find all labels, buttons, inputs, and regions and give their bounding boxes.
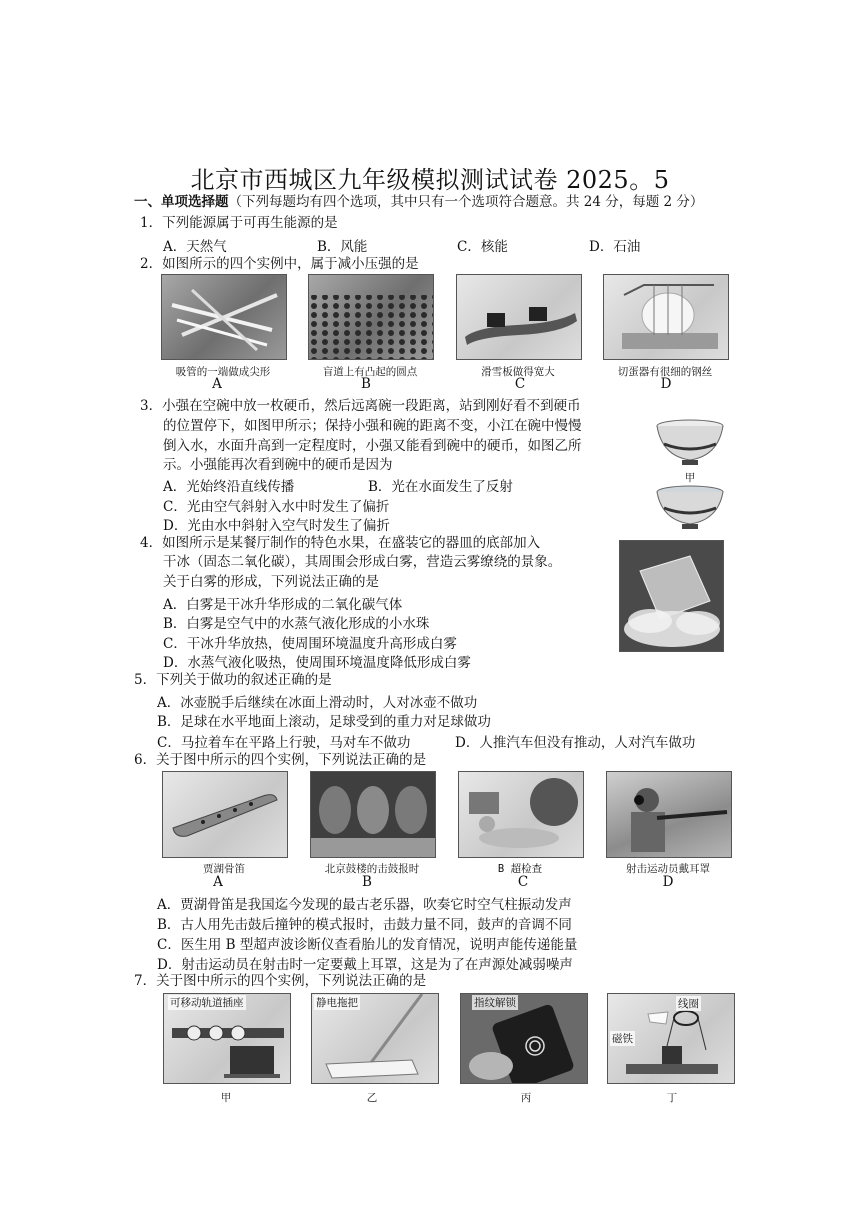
q6-caption-c: B 超检查 [497,863,543,875]
q1-option-b: B．风能 [317,239,368,255]
bowl-icon [654,418,726,472]
q6-caption-b: 北京鼓楼的击鼓报时 [324,863,420,875]
q6-stem: 6．关于图中所示的四个实例，下列说法正确的是 [134,752,427,768]
q1-option-a: A．天然气 [163,239,227,255]
q6-caption-a: 贾湖骨笛 [203,863,245,875]
q7-label-socket: 可移动轨道插座 [170,997,244,1009]
q4-option-a: A．白雾是干冰升华形成的二氧化碳气体 [163,597,403,613]
q4-option-d: D．水蒸气液化吸热，使周围环境温度降低形成白雾 [163,655,471,671]
q6-letter-d: D [662,874,674,890]
q2-caption-d: 切蛋器有很细的钢丝 [617,366,713,378]
bone-flute-photo [162,771,288,858]
q4-line-2: 干冰（固态二氧化碳），其周围会形成白雾，营造云雾缭绕的景象。 [163,554,562,570]
ultrasound-photo [458,771,584,858]
drum-icon [311,772,435,857]
q2-caption-a: 吸管的一端做成尖形 [175,366,271,378]
q6-option-c: C．医生用 B 型超声波诊断仪查看胎儿的发育情况，说明声能传递能量 [157,937,578,953]
q4-option-b: B．白雾是空气中的水蒸气液化形成的小水珠 [163,616,430,632]
q3-option-b: B．光在水面发生了反射 [368,479,513,495]
section-instructions: （下列每题均有四个选项，其中只有一个选项符合题意。共 24 分，每题 2 分） [228,194,704,210]
earmuff-icon [607,772,731,857]
shooter-photo [606,771,732,858]
q3-option-a: A．光始终沿直线传播 [163,479,295,495]
q1-option-c: C．核能 [457,239,508,255]
q7-label-magnet: 磁铁 [612,1033,633,1045]
snowboard-icon [457,275,581,359]
q1-option-d: D．石油 [589,239,641,255]
q7-caption-3: 丙 [520,1092,532,1104]
dots-icon [309,275,433,359]
bowl-with-water-icon [654,484,726,534]
dry-ice-fruit-photo [619,540,724,652]
q3-line-4: 示。小强能再次看到碗中的硬币是因为 [163,457,393,473]
tactile-paving-photo [308,274,434,360]
egg-slicer-photo [603,274,729,360]
q6-option-d: D．射击运动员在射击时一定要戴上耳罩，这是为了在声源处减弱噪声 [157,957,573,973]
q2-letter-d: D [660,376,672,392]
section-heading-row [134,193,703,211]
q7-label-mop: 静电拖把 [316,997,358,1009]
q6-option-a: A．贾湖骨笛是我国迄今发现的最古老乐器，吹奏它时空气柱振动发声 [157,897,572,913]
q7-label-coil: 线圈 [678,998,699,1010]
q6-letter-a: A [213,874,223,890]
q2-letter-b: B [361,376,371,392]
drum-tower-photo [310,771,436,858]
q2-letter-c: C [514,376,526,392]
q3-line-3: 倒入水，水面升高到一定程度时，小强又能看到碗中的硬币，如图乙所 [163,438,582,454]
fog-icon [620,541,723,651]
page-title: 北京市西城区九年级模拟测试试卷 2025。5 [190,166,670,194]
q3-line-1: 3．小强在空碗中放一枚硬币，然后远离碗一段距离，站到刚好看不到硬币 [140,398,581,414]
snowboard-photo [456,274,582,360]
q3-option-d: D．光由水中斜射入空气时发生了偏折 [163,518,390,534]
q7-caption-1: 甲 [220,1092,232,1104]
q7-label-fingerprint: 指纹解锁 [474,997,516,1009]
q4-line-1: 4．如图所示是某餐厅制作的特色水果，在盛装它的器皿的底部加入 [140,535,541,551]
q6-caption-d: 射击运动员戴耳罩 [626,863,710,875]
section-heading: 一、单项选择题 [134,194,229,210]
q3-fig-label-1: 甲 [684,472,696,484]
q5-option-b: B．足球在水平地面上滚动，足球受到的重力对足球做功 [157,714,491,730]
q1-stem: 1．下列能源属于可再生能源的是 [140,215,338,231]
bone-flute-icon [163,772,287,857]
q5-stem: 5．下列关于做功的叙述正确的是 [134,672,332,688]
straws-icon [162,275,286,359]
ultrasound-icon [459,772,583,857]
q3-option-c: C．光由空气斜射入水中时发生了偏折 [163,499,390,515]
q6-letter-c: C [517,874,529,890]
q2-letter-a: A [212,376,222,392]
egg-slicer-icon [604,275,728,359]
q7-caption-4: 丁 [666,1092,678,1104]
q3-line-2: 的位置停下，如图甲所示；保持小强和碗的距离不变，小江在碗中慢慢 [163,418,582,434]
q4-line-3: 关于白雾的形成，下列说法正确的是 [163,574,379,590]
q6-option-b: B．古人用先击鼓后撞钟的模式报时，击鼓力量不同，鼓声的音调不同 [157,917,572,933]
q2-caption-c: 滑雪板做得宽大 [481,366,555,378]
q7-caption-2: 乙 [366,1092,378,1104]
q6-letter-b: B [362,874,372,890]
q2-stem: 2．如图所示的四个实例中，属于减小压强的是 [140,256,419,272]
q2-caption-b: 盲道上有凸起的圆点 [322,366,418,378]
q4-option-c: C．干冰升华放热，使周围环境温度升高形成白雾 [163,636,457,652]
q5-option-d: D．人推汽车但没有推动，人对汽车做功 [455,735,696,751]
q5-option-a: A．冰壶脱手后继续在冰面上滑动时，人对冰壶不做功 [157,695,478,711]
straws-photo [161,274,287,360]
q5-option-c: C．马拉着车在平路上行驶，马对车不做功 [157,735,411,751]
q7-stem: 7．关于图中所示的四个实例，下列说法正确的是 [134,973,427,989]
